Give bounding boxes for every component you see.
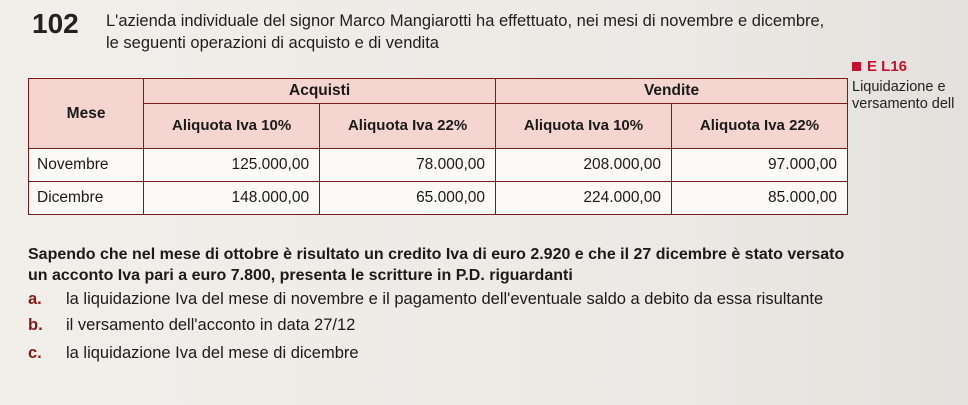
table-row [29,182,848,215]
side-note [852,58,968,113]
table-header-row [29,79,848,104]
side-note-code-text: E L16 [867,58,908,75]
square-bullet-icon [852,62,861,71]
item-letter: c. [28,344,42,362]
side-note-code [852,58,968,75]
cell-value: 148.000,00 [144,182,320,215]
item-letter: a. [28,290,42,308]
cell-value: 85.000,00 [671,182,847,215]
item-letter: b. [28,316,43,334]
exercise-intro: L'azienda individuale del signor Marco Mangiarotti ha effettuato, nei mesi di novembre e dicembre, le seguenti operazioni di acquisto e di vendita [106,12,825,52]
task-list [28,288,848,370]
header-acquisti: Acquisti [144,79,496,104]
list-item [28,342,848,364]
subheader-vendite-10: Aliquota Iva 10% [496,104,672,149]
cell-value: 97.000,00 [671,149,847,182]
cell-value: 224.000,00 [496,182,672,215]
subheader-acquisti-22: Aliquota Iva 22% [320,104,496,149]
table-row [29,149,848,182]
table-subheader-row [29,104,848,149]
question-bold: Sapendo che nel mese di ottobre è risultato un credito Iva di euro 2.920 e che il 27 dicembre è stato versato un acconto Iva pari a euro 7.800, presenta le scritture in P.D. riguardanti [28,246,845,284]
subheader-acquisti-10: Aliquota Iva 10% [144,104,320,149]
row-month: Dicembre [29,182,144,215]
subheader-vendite-22: Aliquota Iva 22% [671,104,847,149]
cell-value: 125.000,00 [144,149,320,182]
side-note-label: Liquidazione e versamento dell [852,79,955,112]
item-text: la liquidazione Iva del mese di novembre e il pagamento dell'eventuale saldo a debito da essa risultante [66,290,824,308]
cell-value: 65.000,00 [320,182,496,215]
cell-value: 208.000,00 [496,149,672,182]
header-mese: Mese [29,79,144,149]
question-text [28,244,848,286]
header-vendite: Vendite [496,79,848,104]
exercise-number: 102 [32,8,79,39]
cell-value: 78.000,00 [320,149,496,182]
item-text: il versamento dell'acconto in data 27/12 [66,316,356,334]
row-month: Novembre [29,149,144,182]
operations-table [28,78,848,215]
item-text: la liquidazione Iva del mese di dicembre [66,344,359,362]
list-item [28,314,848,336]
list-item [28,288,848,310]
